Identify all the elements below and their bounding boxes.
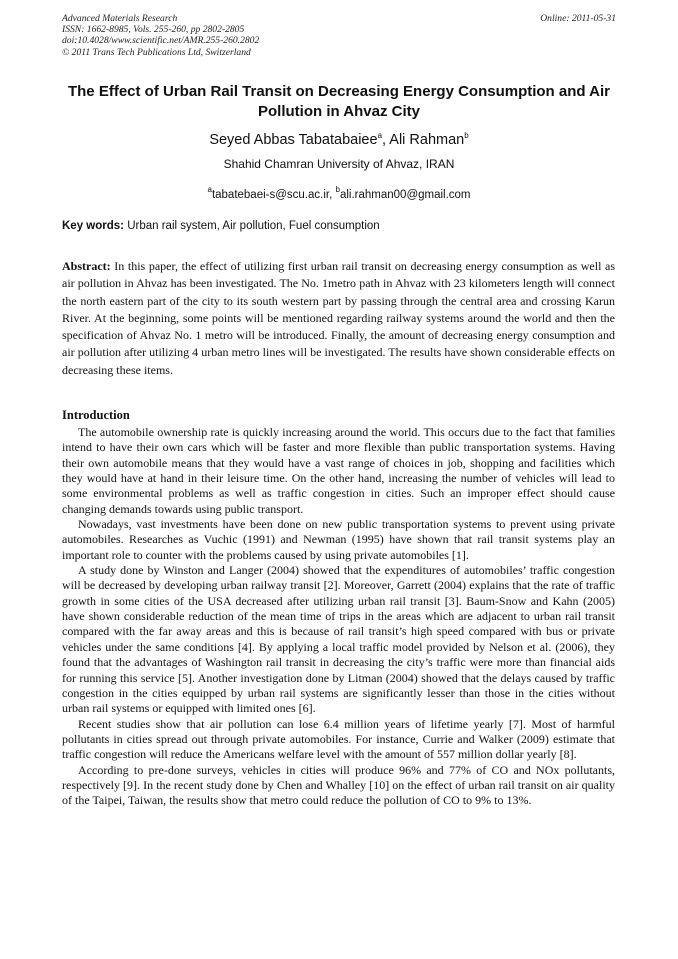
paper-title: The Effect of Urban Rail Transit on Decreasing Energy Consumption and Air Pollution in Ahvaz City (67, 83, 611, 120)
copyright-line: © 2011 Trans Tech Publications Ltd, Switzerland (62, 46, 251, 58)
author-superscript: a (377, 131, 383, 140)
author-name: Ali Rahman (389, 132, 465, 148)
email-address: tabatebaei-s@scu.ac.ir, (211, 189, 333, 201)
author-name: Seyed Abbas Tabatabaiee (209, 132, 378, 148)
abstract (62, 258, 615, 379)
journal-header (62, 13, 616, 58)
abstract-text: In this paper, the effect of utilizing first urban rail transit on decreasing energy consumption as well as air pollution in Ahvaz has been investigated. The No. 1metro path in Ahvaz with 23 kilometers length will connect the north eastern part of the city to its south western part by passing through the central area and crossing Karun River. At the beginning, some points will be mentioned regarding railway systems around the world and then the specification of Ahvaz No. 1 metro will be introduced. Finally, the amount of decreasing energy consumption and air pollution after utilizing 4 urban metro lines will be investigated. The results have shown considerable effects on decreasing these items. (62, 259, 616, 377)
journal-name: Advanced Materials Research (62, 13, 178, 24)
online-date: Online: 2011-05-31 (540, 13, 616, 24)
keywords-label: Key words: (62, 220, 124, 232)
body-paragraph: The automobile ownership rate is quickly increasing around the world. This occurs due to the fact that families intend to have their own cars which will be faster and more flexible than public transportation systems. Having their own automobile means that they would have a vast range of choices in job, shopping and facilities which they would have at hand in their leisure time. On the other hand, increasing the number of vehicles will lead to some environmental problems as well as traffic congestion in cities. Such an improper effect should cause changing demands towards using public transport. (62, 425, 615, 516)
issn-line: ISSN: 1662-8985, Vols. 255-260, pp 2802-2805 (62, 24, 245, 36)
body-paragraph: According to pre-done surveys, vehicles in cities will produce 96% and 77% of CO and NOx pollutants, respectively [9]. In the recent study done by Chen and Whalley [10] on the effect of urban rail transit on air quality of the Taipei, Taiwan, the results show that metro could reduce the pollution of CO to 9% to 13%. (62, 762, 615, 808)
body-paragraph: Nowadays, vast investments have been done on new public transportation systems to prevent using private automobiles. Researches as Vuchic (1991) and Newman (1995) have shown that rail transit systems play an important role to counter with the problems caused by using private automobiles [1]. (62, 517, 615, 562)
author-superscript: b (464, 131, 469, 140)
email-superscript: a (207, 185, 212, 194)
introduction-body (62, 425, 615, 809)
author-separator: , (382, 132, 390, 148)
abstract-label: Abstract: (62, 259, 111, 273)
section-heading: Introduction (62, 408, 130, 422)
author-line (62, 127, 616, 149)
email-line (62, 182, 616, 203)
email-address: ali.rahman00@gmail.com (339, 189, 471, 201)
keywords (62, 219, 616, 234)
body-paragraph: A study done by Winston and Langer (2004) showed that the expenditures of automobiles’ traffic congestion will be decreased by developing urban railway transit [2]. Moreover, Garrett (2004) explains that the rate of traffic growth in some cities of the USA decreased after utilizing urban rail transit [3]. Baum-Snow and Kahn (2005) have shown considerable reduction of the mean time of trips in the areas which are adjacent to urban rail transit compared with the far away areas and this is because of rail transit’s high speed compared with bus or private vehicles under the same conditions [4]. By applying a local traffic model provided by Nelson et al. (2006), they found that the advantages of Washington rail transit in decreasing the city’s traffic were more than financial aids for running this service [5]. Another investigation done by Litman (2004) showed that the delays caused by traffic congestion in the cities equipped by urban rail systems are significantly lesser than those in the cities without urban rail systems or equipped with limited ones [6]. (62, 563, 615, 716)
body-paragraph: Recent studies show that air pollution can lose 6.4 million years of lifetime yearly [7]. Most of harmful pollutants in cities spread out through private automobiles. For instance, Currie and Walker (2009) estimate that traffic congestion will reduce the Americans welfare level with the amount of 557 million dollar yearly [8]. (62, 716, 615, 762)
keywords-text: Urban rail system, Air pollution, Fuel consumption (127, 220, 380, 232)
affiliation: Shahid Chamran University of Ahvaz, IRAN (223, 157, 455, 171)
email-superscript: b (335, 185, 340, 194)
doi-line: doi:10.4028/www.scientific.net/AMR.255-260.2802 (62, 35, 260, 47)
